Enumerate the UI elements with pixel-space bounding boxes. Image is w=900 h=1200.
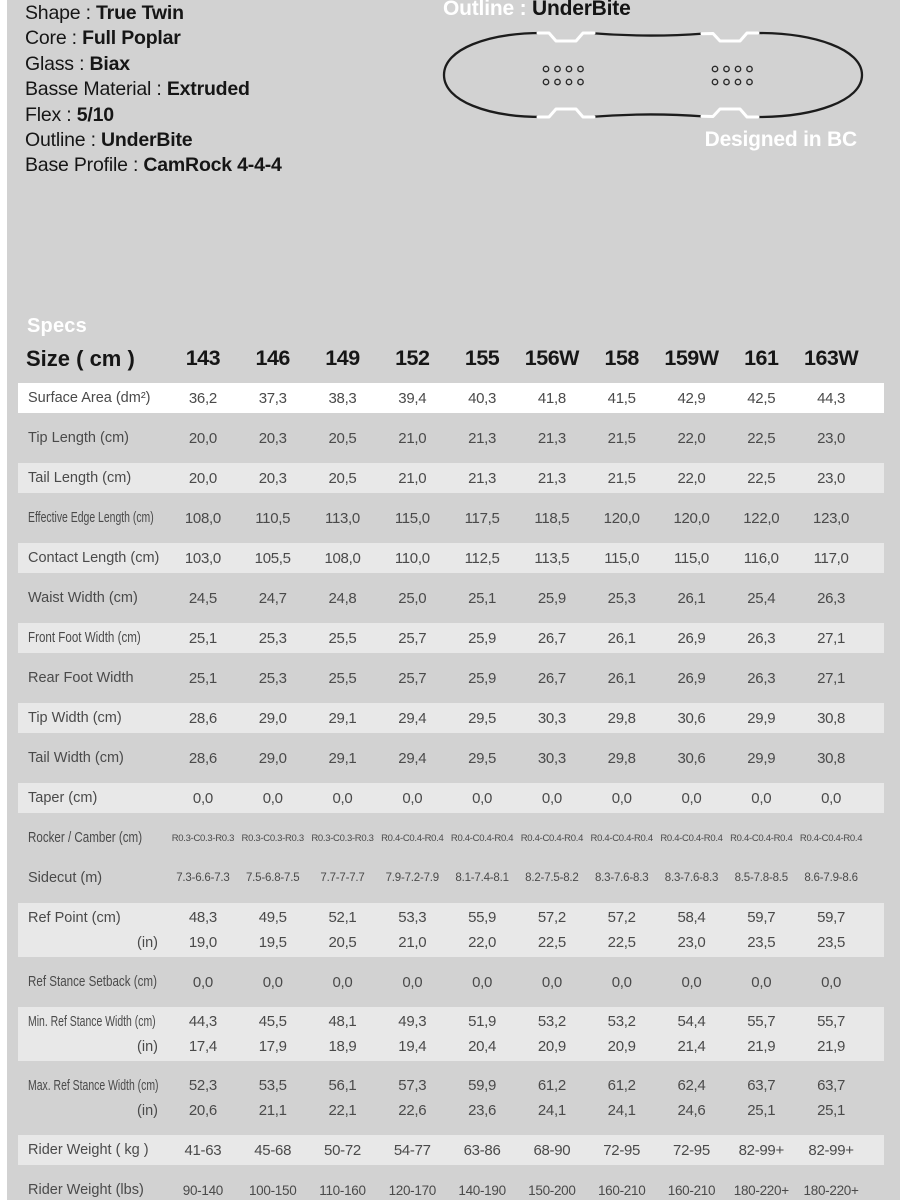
spec-value-cell: 19,0	[188, 934, 217, 951]
spec-row	[18, 663, 884, 693]
spec-value-cell: 110,5	[255, 509, 291, 527]
spec-row	[18, 1007, 884, 1061]
spec-value-cell: 103,0	[184, 549, 221, 567]
spec-value-cell: 59,7	[747, 909, 776, 926]
spec-value-cell: 22,0	[677, 429, 706, 447]
spec-value-cell: 0,0	[472, 973, 493, 991]
spec-value-cell: 22,0	[677, 469, 706, 487]
spec-row-line	[18, 930, 884, 955]
spec-row-label: Tip Width (cm)	[28, 710, 122, 726]
spec-value-cell: 150-200	[528, 1182, 576, 1198]
spec-value-cell: 0,0	[541, 789, 562, 807]
spec-value-cell: 30,6	[677, 749, 706, 767]
spec-row-label: Effective Edge Length (cm)	[28, 510, 154, 526]
spec-row-label: Ref Point (cm)	[28, 909, 121, 926]
spec-value-cell: 0,0	[611, 789, 632, 807]
spec-value-cell: 7.7-7-7.7	[320, 872, 365, 884]
spec-value-cell: 21,3	[537, 469, 566, 487]
spec-value-cell: 22,5	[537, 934, 566, 951]
spec-value-cell: 110-160	[319, 1182, 366, 1198]
spec-value-cell: 29,4	[398, 749, 427, 767]
spec-value-cell: 29,1	[328, 709, 357, 727]
spec-value-cell: 42,9	[677, 389, 706, 407]
spec-value-cell: 25,5	[328, 669, 357, 687]
spec-value-cell: 115,0	[394, 509, 430, 527]
spec-row	[18, 903, 884, 957]
spec-value-cell: 0,0	[262, 973, 283, 991]
spec-value-cell: 30,8	[817, 749, 846, 767]
spec-row	[18, 463, 884, 493]
spec-value-cell: 21,5	[607, 469, 636, 487]
spec-value-cell: 120,0	[673, 509, 710, 527]
spec-row-label: Rear Foot Width	[28, 670, 134, 686]
size-header-row	[18, 342, 884, 375]
spec-value-cell: 38,3	[328, 389, 357, 407]
product-attribute: Base Profile : CamRock 4-4-4	[25, 154, 282, 177]
spec-value-cell: 0,0	[472, 789, 493, 807]
spec-value-cell: 28,6	[188, 749, 217, 767]
spec-value-cell: 8.6-7.9-8.6	[804, 872, 858, 884]
spec-value-cell: 29,8	[607, 749, 636, 767]
spec-row	[18, 967, 884, 997]
spec-value-cell: 0,0	[821, 973, 842, 991]
size-header-cell: 146	[255, 346, 290, 370]
spec-value-cell: 53,3	[398, 909, 427, 926]
spec-value-cell: 49,3	[398, 1013, 427, 1030]
size-header-cell: 155	[464, 346, 500, 370]
spec-value-cell: 21,3	[537, 429, 566, 447]
spec-value-cell: 24,6	[677, 1102, 706, 1119]
spec-value-cell: 25,3	[258, 629, 287, 647]
spec-row-label: Front Foot Width (cm)	[28, 630, 141, 646]
spec-value-cell: 0,0	[681, 973, 702, 991]
spec-value-cell: 53,5	[258, 1077, 287, 1094]
size-header-cell: 152	[395, 346, 430, 370]
spec-value-cell: 115,0	[604, 549, 640, 567]
spec-value-cell: 29,0	[258, 749, 287, 767]
spec-value-cell: 57,2	[607, 909, 636, 926]
spec-value-cell: 25,4	[747, 589, 776, 607]
spec-value-cell: 116,0	[743, 549, 779, 567]
spec-value-cell: 18,9	[328, 1038, 357, 1055]
spec-value-cell: 21,0	[398, 429, 427, 447]
spec-value-cell: 115,0	[674, 549, 709, 567]
spec-value-cell: 26,7	[537, 629, 566, 647]
spec-row	[18, 743, 884, 773]
spec-value-cell: 8.3-7.6-8.3	[594, 872, 649, 884]
spec-row	[18, 423, 884, 453]
spec-value-cell: 29,5	[468, 709, 497, 727]
spec-row-label: Sidecut (m)	[28, 870, 103, 886]
spec-value-cell: 25,1	[747, 1102, 776, 1119]
spec-value-cell: 140-190	[458, 1182, 506, 1198]
spec-value-cell: 180-220+	[803, 1182, 859, 1198]
spec-value-cell: 110,0	[394, 549, 430, 567]
spec-row-label: Contact Length (cm)	[28, 550, 160, 566]
spec-value-cell: 41-63	[184, 1141, 222, 1159]
spec-value-cell: 20,6	[188, 1102, 217, 1119]
spec-value-cell: 22,5	[747, 469, 776, 487]
spec-value-cell: 118,5	[534, 509, 570, 527]
spec-value-cell: 21,9	[747, 1038, 776, 1055]
spec-row-label: Min. Ref Stance Width (cm)	[28, 1013, 156, 1030]
spec-row	[18, 623, 884, 653]
spec-value-cell: 0,0	[332, 973, 353, 991]
spec-value-cell: 55,7	[747, 1013, 776, 1030]
spec-row	[18, 823, 884, 853]
spec-value-cell: 26,3	[747, 669, 776, 687]
spec-value-cell: 59,7	[817, 909, 846, 926]
spec-value-cell: 8.2-7.5-8.2	[525, 872, 579, 884]
spec-value-cell: 20,4	[468, 1038, 497, 1055]
spec-value-cell: 44,3	[188, 1013, 217, 1030]
spec-value-cell: 26,1	[607, 669, 636, 687]
product-attribute: Outline : UnderBite	[25, 129, 193, 152]
spec-value-cell: 160-210	[597, 1182, 646, 1198]
spec-value-cell: 53,2	[607, 1013, 636, 1030]
spec-value-cell: 8.5-7.8-8.5	[734, 872, 788, 884]
spec-value-cell: 72-95	[673, 1141, 710, 1159]
spec-row-label: Rider Weight (lbs)	[28, 1182, 144, 1198]
spec-value-cell: 0,0	[751, 789, 772, 807]
spec-row	[18, 1135, 884, 1165]
spec-value-cell: R0.4-C0.4-R0.4	[520, 832, 584, 844]
spec-value-cell: 30,8	[817, 709, 846, 727]
spec-row-line	[18, 905, 884, 930]
spec-value-cell: 61,2	[537, 1077, 566, 1094]
spec-row-label: (in)	[137, 1102, 158, 1119]
spec-value-cell: 21,1	[258, 1102, 287, 1119]
page-left-edge	[0, 0, 7, 1200]
spec-value-cell: R0.3-C0.3-R0.3	[311, 832, 374, 844]
spec-value-cell: 7.9-7.2-7.9	[385, 872, 439, 884]
spec-value-cell: 21,0	[398, 469, 427, 487]
spec-value-cell: 53,2	[537, 1013, 566, 1030]
spec-value-cell: 54,4	[677, 1013, 706, 1030]
spec-value-cell: 82-99+	[808, 1141, 854, 1159]
outline-heading-value: UnderBite	[532, 0, 631, 20]
spec-row-line	[18, 1009, 884, 1034]
spec-value-cell: 24,1	[607, 1102, 636, 1119]
spec-value-cell: 160-210	[667, 1182, 716, 1198]
spec-value-cell: 25,1	[468, 589, 497, 607]
spec-value-cell: 0,0	[541, 973, 562, 991]
spec-value-cell: 25,0	[398, 589, 427, 607]
spec-value-cell: 82-99+	[738, 1141, 784, 1159]
spec-value-cell: 63,7	[747, 1077, 776, 1094]
spec-value-cell: 21,3	[468, 429, 497, 447]
spec-value-cell: 41,5	[607, 389, 636, 407]
spec-value-cell: 122,0	[743, 509, 780, 527]
spec-value-cell: 24,5	[188, 589, 217, 607]
spec-value-cell: 22,1	[328, 1102, 357, 1119]
spec-value-cell: 17,4	[188, 1038, 217, 1055]
spec-value-cell: 20,0	[188, 429, 217, 447]
spec-value-cell: 20,3	[258, 469, 287, 487]
spec-value-cell: 25,3	[258, 669, 287, 687]
spec-value-cell: 52,3	[188, 1077, 217, 1094]
spec-row-label: Rider Weight ( kg )	[28, 1142, 149, 1158]
spec-row-line	[18, 1098, 884, 1123]
spec-value-cell: 55,9	[468, 909, 497, 926]
size-header-cell: 143	[185, 346, 221, 370]
spec-value-cell: 112,5	[464, 549, 500, 567]
spec-value-cell: 26,7	[537, 669, 566, 687]
spec-row-label: Tail Length (cm)	[28, 470, 132, 486]
spec-value-cell: 63-86	[463, 1141, 501, 1159]
spec-value-cell: 0,0	[192, 973, 213, 991]
spec-value-cell: 0,0	[402, 973, 423, 991]
spec-value-cell: 29,5	[468, 749, 497, 767]
spec-value-cell: R0.3-C0.3-R0.3	[241, 832, 304, 844]
spec-value-cell: 27,1	[817, 669, 846, 687]
spec-value-cell: 55,7	[817, 1013, 846, 1030]
spec-value-cell: 30,3	[537, 749, 566, 767]
spec-value-cell: 29,9	[747, 749, 776, 767]
spec-value-cell: 57,3	[398, 1077, 427, 1094]
spec-value-cell: 7.5-6.8-7.5	[245, 872, 300, 884]
spec-row-label: Ref Stance Setback (cm)	[28, 974, 157, 990]
spec-value-cell: 23,0	[677, 934, 706, 951]
spec-value-cell: 44,3	[817, 389, 846, 407]
spec-value-cell: 20,3	[258, 429, 287, 447]
spec-row-line	[18, 1034, 884, 1059]
spec-value-cell: 45-68	[254, 1141, 292, 1159]
spec-value-cell: 21,4	[677, 1038, 706, 1055]
spec-value-cell: 8.3-7.6-8.3	[664, 872, 719, 884]
spec-row-label: Waist Width (cm)	[28, 590, 138, 606]
spec-value-cell: 25,9	[468, 629, 497, 647]
spec-value-cell: 49,5	[258, 909, 287, 926]
spec-value-cell: 20,5	[328, 934, 357, 951]
spec-value-cell: 25,7	[398, 669, 427, 687]
spec-row-label: Surface Area (dm²)	[28, 390, 151, 406]
spec-value-cell: 0,0	[821, 789, 842, 807]
product-attributes	[25, 1, 282, 179]
spec-value-cell: 72-95	[603, 1141, 641, 1159]
spec-value-cell: R0.4-C0.4-R0.4	[660, 832, 723, 844]
size-header-cell: 161	[744, 346, 779, 370]
spec-value-cell: 45,5	[258, 1013, 287, 1030]
spec-row	[18, 1175, 884, 1200]
spec-value-cell: 21,0	[398, 934, 427, 951]
spec-rows	[18, 383, 884, 1200]
spec-value-cell: 62,4	[677, 1077, 706, 1094]
spec-value-cell: 21,3	[468, 469, 497, 487]
spec-value-cell: 27,1	[817, 629, 846, 647]
spec-row-label: Tip Length (cm)	[28, 430, 129, 446]
spec-value-cell: 20,5	[328, 469, 357, 487]
product-attribute: Shape : True Twin	[25, 2, 184, 24]
spec-value-cell: 22,0	[468, 934, 497, 951]
spec-value-cell: 108,0	[324, 549, 361, 567]
spec-row	[18, 583, 884, 613]
product-attribute: Basse Material : Extruded	[25, 78, 250, 101]
spec-value-cell: 113,0	[325, 509, 360, 527]
spec-value-cell: 113,5	[534, 549, 570, 567]
spec-value-cell: 117,5	[464, 509, 500, 527]
spec-value-cell: 19,4	[398, 1038, 427, 1055]
size-header-cell: 149	[325, 346, 360, 370]
outline-heading	[443, 0, 631, 21]
spec-value-cell: 20,0	[188, 469, 217, 487]
spec-value-cell: 40,3	[468, 389, 497, 407]
spec-value-cell: R0.4-C0.4-R0.4	[730, 832, 793, 844]
spec-value-cell: 25,1	[188, 669, 217, 687]
spec-value-cell: 0,0	[192, 789, 213, 807]
designed-in-bc-label: Designed in BC	[704, 128, 857, 151]
spec-value-cell: 48,3	[188, 909, 217, 926]
spec-value-cell: 20,9	[607, 1038, 636, 1055]
size-header-cell: 156W	[524, 346, 579, 370]
size-header-cell: 158	[604, 346, 639, 370]
spec-value-cell: 180-220+	[733, 1182, 789, 1198]
spec-value-cell: 0,0	[681, 789, 702, 807]
spec-row	[18, 703, 884, 733]
spec-value-cell: 68-90	[533, 1141, 571, 1159]
spec-value-cell: 0,0	[262, 789, 283, 807]
spec-value-cell: 26,1	[607, 629, 636, 647]
spec-value-cell: 26,9	[677, 669, 706, 687]
size-header-label: Size ( cm )	[26, 345, 135, 371]
spec-value-cell: 23,5	[747, 934, 776, 951]
spec-value-cell: 23,0	[817, 429, 846, 447]
spec-value-cell: 0,0	[751, 973, 772, 991]
spec-value-cell: 19,5	[258, 934, 287, 951]
spec-value-cell: 51,9	[468, 1013, 497, 1030]
spec-value-cell: 123,0	[813, 509, 850, 527]
spec-value-cell: R0.4-C0.4-R0.4	[590, 832, 653, 844]
spec-value-cell: 48,1	[328, 1013, 357, 1030]
spec-value-cell: 57,2	[537, 909, 566, 926]
spec-row	[18, 503, 884, 533]
spec-value-cell: 20,9	[537, 1038, 566, 1055]
spec-value-cell: 90-140	[182, 1182, 224, 1198]
spec-value-cell: 22,6	[398, 1102, 427, 1119]
spec-value-cell: 23,5	[817, 934, 846, 951]
spec-value-cell: 25,9	[537, 589, 566, 607]
spec-value-cell: 29,0	[258, 709, 287, 727]
spec-row	[18, 863, 884, 893]
spec-value-cell: 58,4	[677, 909, 706, 926]
spec-value-cell: 63,7	[817, 1077, 846, 1094]
spec-value-cell: 30,6	[677, 709, 706, 727]
spec-value-cell: R0.4-C0.4-R0.4	[450, 832, 514, 844]
spec-value-cell: 24,8	[328, 589, 357, 607]
spec-value-cell: 8.1-7.4-8.1	[455, 872, 509, 884]
spec-value-cell: R0.3-C0.3-R0.3	[171, 832, 235, 844]
spec-row-label: Taper (cm)	[28, 790, 98, 806]
spec-value-cell: 42,5	[747, 389, 776, 407]
spec-value-cell: 30,3	[537, 709, 566, 727]
spec-value-cell: 21,9	[817, 1038, 846, 1055]
spec-row	[18, 1071, 884, 1125]
spec-value-cell: 24,1	[537, 1102, 566, 1119]
spec-value-cell: 120-170	[388, 1182, 437, 1198]
spec-value-cell: 28,6	[188, 709, 217, 727]
spec-value-cell: 25,1	[817, 1102, 846, 1119]
specs-section-title: Specs	[27, 315, 87, 337]
spec-value-cell: 21,5	[607, 429, 636, 447]
spec-value-cell: 36,2	[188, 389, 217, 407]
spec-value-cell: 0,0	[611, 973, 632, 991]
spec-value-cell: 29,9	[747, 709, 776, 727]
spec-value-cell: 0,0	[332, 789, 353, 807]
spec-row-label: Tail Width (cm)	[28, 750, 124, 766]
spec-row-label: Rocker / Camber (cm)	[28, 830, 143, 846]
spec-value-cell: 26,1	[677, 589, 706, 607]
spec-value-cell: 23,6	[468, 1102, 497, 1119]
spec-value-cell: 100-150	[248, 1182, 297, 1198]
spec-value-cell: 105,5	[254, 549, 291, 567]
spec-value-cell: 56,1	[328, 1077, 357, 1094]
spec-value-cell: 108,0	[184, 509, 221, 527]
spec-value-cell: 17,9	[258, 1038, 287, 1055]
spec-value-cell: 26,3	[817, 589, 846, 607]
spec-value-cell: 39,4	[398, 389, 427, 407]
spec-value-cell: 26,9	[677, 629, 706, 647]
product-attribute: Glass : Biax	[25, 52, 130, 75]
size-header-cell: 159W	[664, 346, 719, 370]
spec-value-cell: 25,7	[398, 629, 427, 647]
spec-row	[18, 543, 884, 573]
spec-value-cell: 22,5	[747, 429, 776, 447]
spec-value-cell: 29,8	[607, 709, 636, 727]
spec-row-label: (in)	[137, 934, 158, 951]
spec-row	[18, 783, 884, 813]
spec-value-cell: 41,8	[537, 389, 566, 407]
spec-value-cell: 50-72	[324, 1141, 361, 1159]
spec-value-cell: 120,0	[603, 509, 640, 527]
spec-value-cell: 117,0	[813, 549, 849, 567]
spec-value-cell: R0.4-C0.4-R0.4	[799, 832, 863, 844]
spec-value-cell: 37,3	[258, 389, 287, 407]
spec-row-label: Max. Ref Stance Width (cm)	[28, 1077, 159, 1094]
spec-value-cell: 23,0	[817, 469, 846, 487]
spec-value-cell: R0.4-C0.4-R0.4	[381, 832, 444, 844]
spec-value-cell: 25,5	[328, 629, 357, 647]
spec-value-cell: 20,5	[328, 429, 357, 447]
specs-table	[18, 342, 884, 1200]
outline-heading-label: Outline :	[443, 0, 532, 20]
spec-value-cell: 7.3-6.6-7.3	[176, 872, 230, 884]
insert-holes	[543, 66, 752, 84]
spec-value-cell: 0,0	[402, 789, 423, 807]
spec-value-cell: 25,3	[607, 589, 636, 607]
spec-value-cell: 61,2	[607, 1077, 636, 1094]
spec-value-cell: 25,9	[468, 669, 497, 687]
spec-value-cell: 22,5	[607, 934, 636, 951]
spec-value-cell: 29,4	[398, 709, 427, 727]
spec-row	[18, 383, 884, 413]
spec-value-cell: 26,3	[747, 629, 776, 647]
spec-value-cell: 25,1	[188, 629, 217, 647]
spec-value-cell: 29,1	[328, 749, 357, 767]
spec-row-line	[18, 1073, 884, 1098]
snowboard-outline-illustration	[438, 20, 868, 132]
product-attribute: Flex : 5/10	[25, 103, 114, 126]
product-attribute: Core : Full Poplar	[25, 27, 181, 50]
spec-value-cell: 54-77	[393, 1141, 431, 1159]
size-header-cell: 163W	[803, 346, 859, 370]
spec-value-cell: 52,1	[328, 909, 357, 926]
spec-value-cell: 24,7	[258, 589, 287, 607]
spec-value-cell: 59,9	[468, 1077, 497, 1094]
spec-row-label: (in)	[137, 1038, 158, 1055]
